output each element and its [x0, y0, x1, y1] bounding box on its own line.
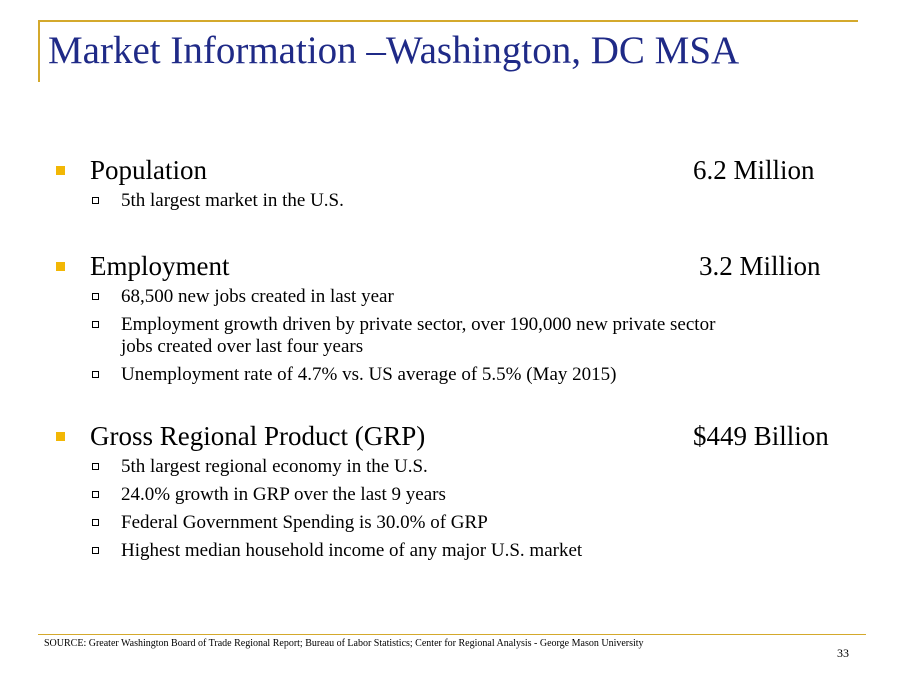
square-bullet-icon — [56, 166, 65, 175]
grp-item-text: 24.0% growth in GRP over the last 9 years — [121, 484, 446, 505]
hollow-square-bullet-icon — [92, 547, 99, 554]
employment-row — [0, 250, 911, 286]
grp-label: Gross Regional Product (GRP) — [90, 421, 426, 451]
footer-rule — [38, 634, 866, 635]
employment-item-text: Employment growth driven by private sector, over 190,000 new private sector jobs created over last four years — [121, 314, 716, 357]
source-citation: SOURCE: Greater Washington Board of Trade Regional Report; Bureau of Labor Statistics; Center for Regional Analysis - George Mason University — [44, 638, 644, 649]
population-value: 6.2 Million — [693, 155, 815, 185]
employment-item-text: Unemployment rate of 4.7% vs. US average of 5.5% (May 2015) — [121, 364, 617, 385]
top-accent-rule — [38, 20, 858, 22]
grp-item-text: 5th largest regional economy in the U.S. — [121, 456, 428, 477]
population-item-text: 5th largest market in the U.S. — [121, 190, 344, 211]
square-bullet-icon — [56, 432, 65, 441]
hollow-square-bullet-icon — [92, 491, 99, 498]
slide-title: Market Information –Washington, DC MSA — [48, 29, 740, 72]
hollow-square-bullet-icon — [92, 293, 99, 300]
hollow-square-bullet-icon — [92, 463, 99, 470]
grp-row — [0, 420, 911, 456]
hollow-square-bullet-icon — [92, 519, 99, 526]
grp-item — [0, 456, 741, 478]
grp-value: $449 Billion — [693, 421, 829, 451]
square-bullet-icon — [56, 262, 65, 271]
employment-value: 3.2 Million — [699, 251, 821, 281]
hollow-square-bullet-icon — [92, 371, 99, 378]
grp-item — [0, 512, 741, 534]
section-grp — [0, 420, 911, 568]
population-row — [0, 154, 911, 190]
section-population — [0, 154, 911, 218]
population-item — [0, 190, 741, 212]
grp-item-text: Federal Government Spending is 30.0% of GRP — [121, 512, 488, 533]
hollow-square-bullet-icon — [92, 321, 99, 328]
employment-item — [0, 364, 741, 386]
population-label: Population — [90, 155, 208, 185]
employment-label: Employment — [90, 251, 230, 281]
page-number: 33 — [837, 646, 849, 660]
left-accent-rule — [38, 20, 40, 82]
grp-item — [0, 540, 741, 562]
grp-item — [0, 484, 741, 506]
grp-item-text: Highest median household income of any major U.S. market — [121, 540, 583, 561]
section-employment — [0, 250, 911, 392]
hollow-square-bullet-icon — [92, 197, 99, 204]
employment-item — [0, 286, 741, 308]
employment-item-text: 68,500 new jobs created in last year — [121, 286, 394, 307]
employment-item — [0, 314, 721, 358]
